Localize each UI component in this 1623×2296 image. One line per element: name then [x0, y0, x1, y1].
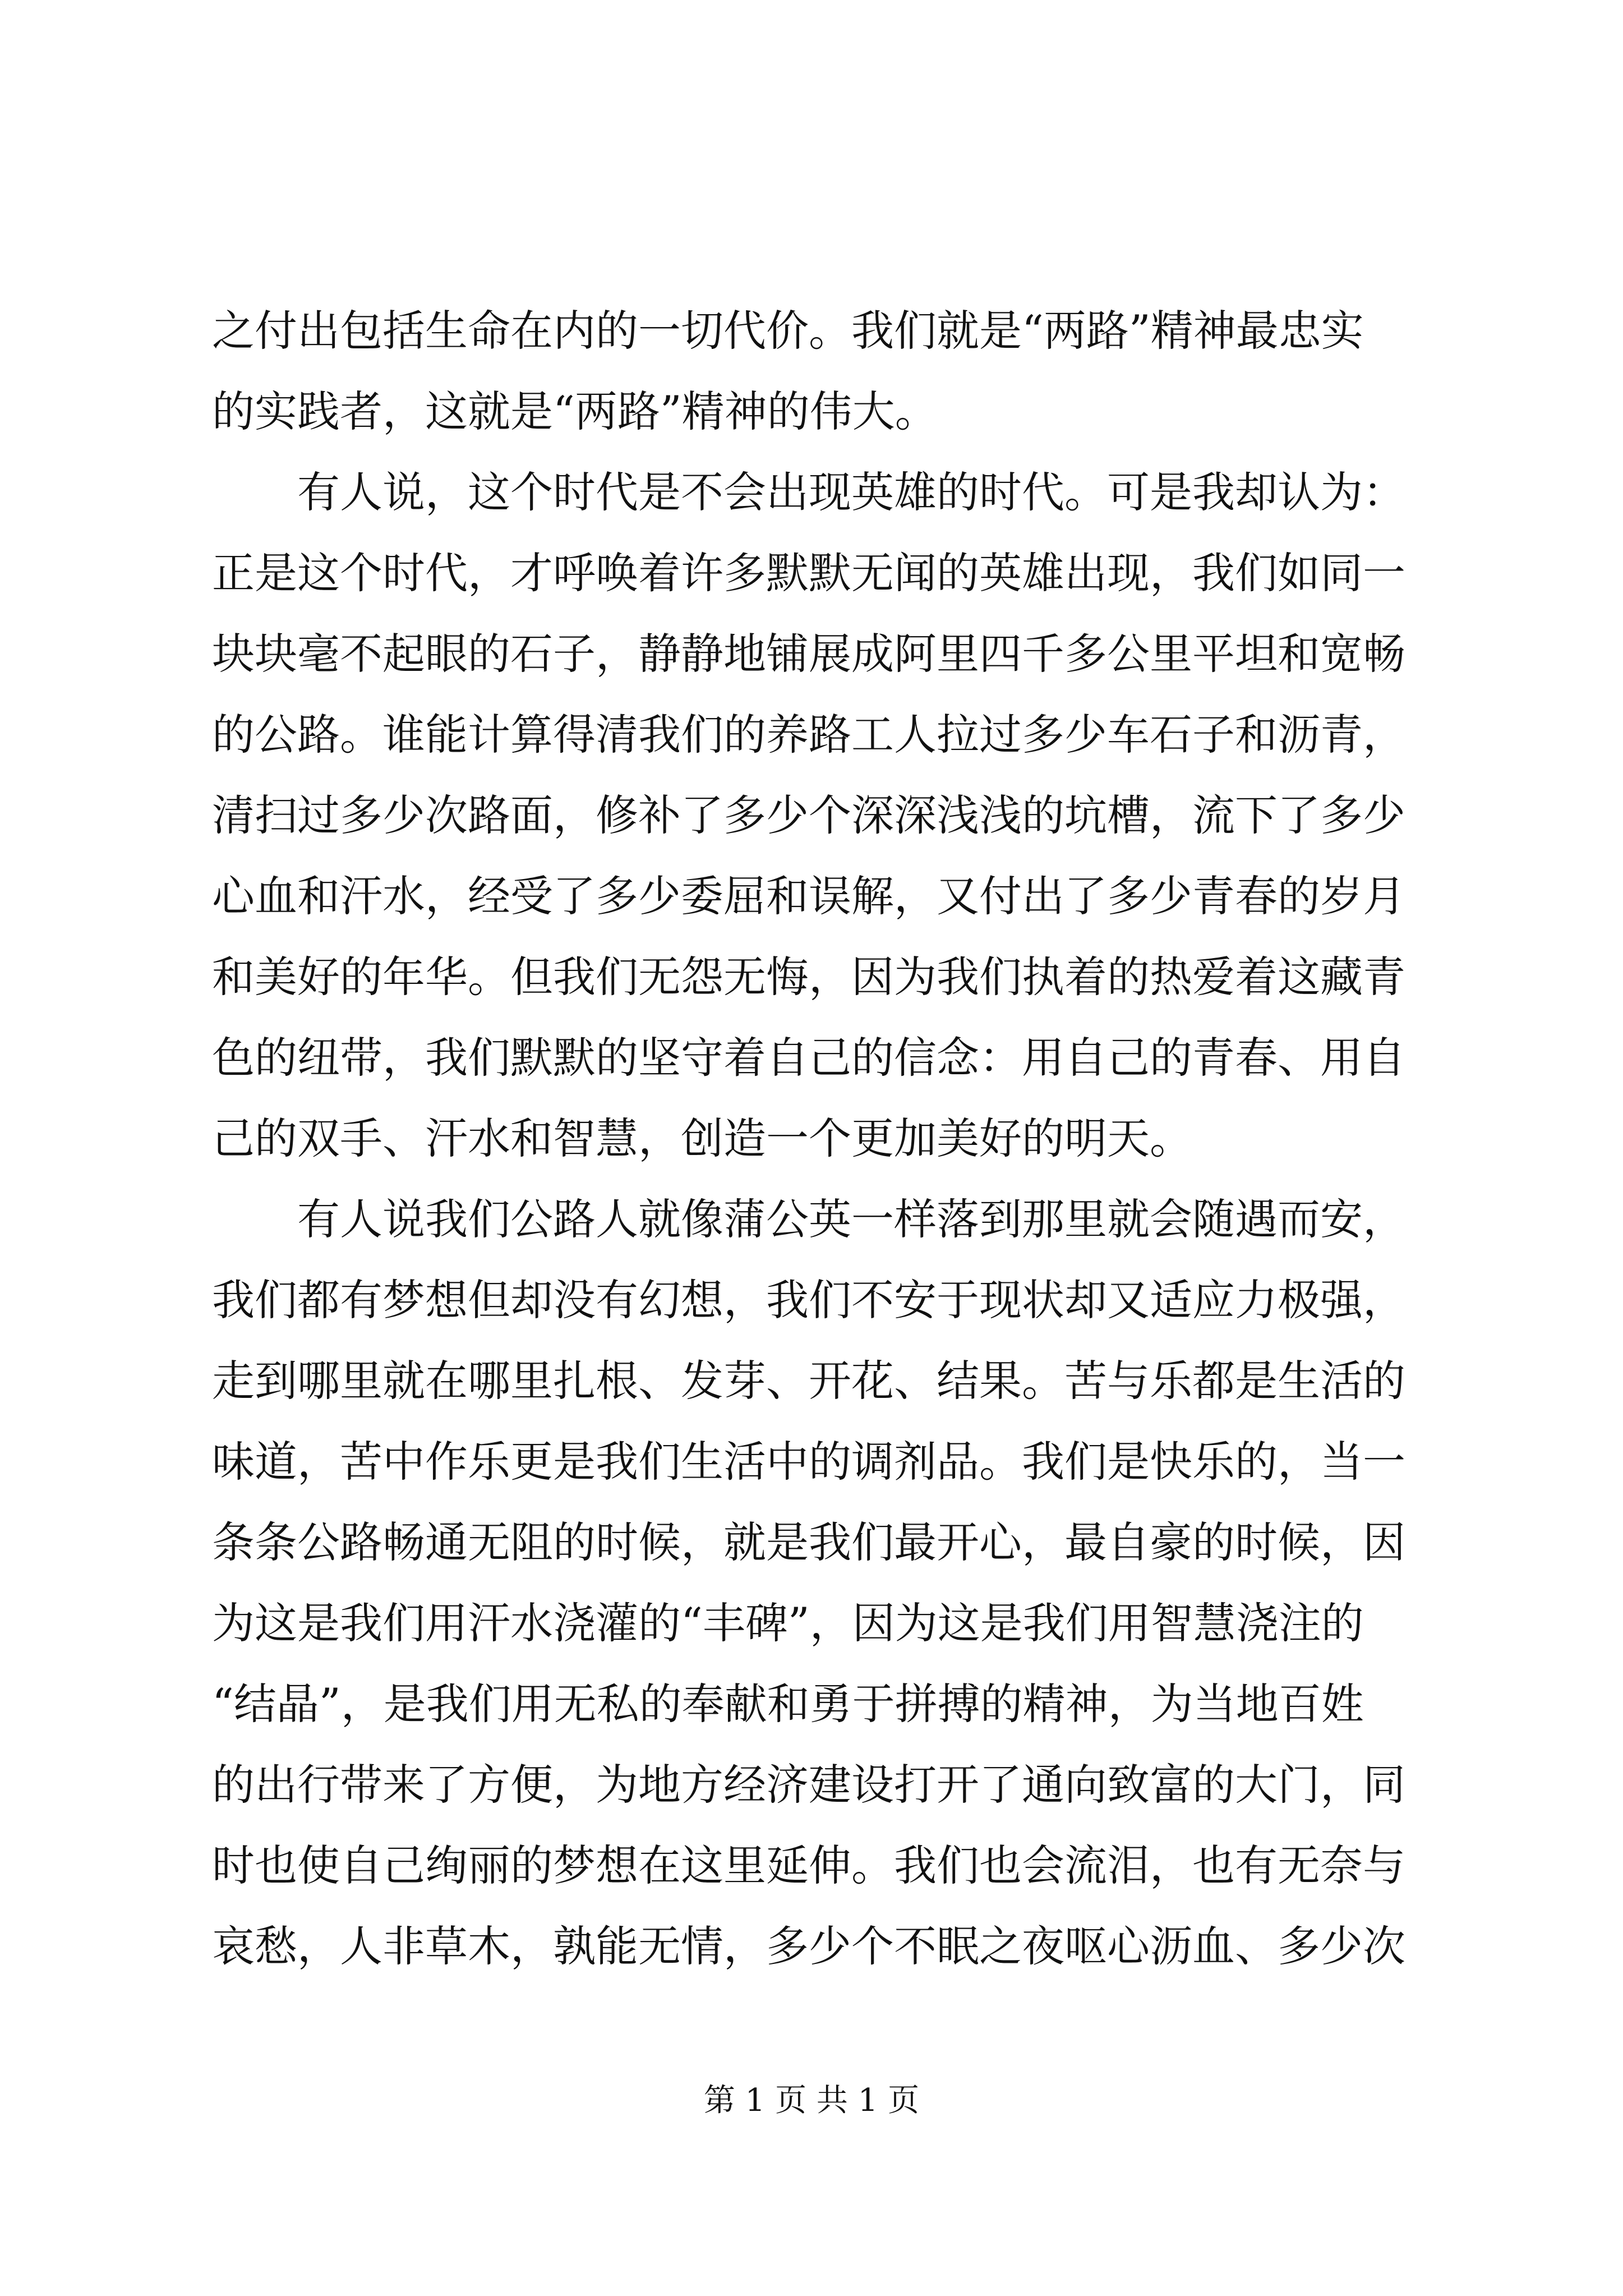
text-line: 条条公路畅通无阻的时候，就是我们最开心，最自豪的时候，因	[212, 1517, 1405, 1567]
paragraph-start-line: 有人说，这个时代是不会出现英雄的时代。可是我却认为：	[297, 467, 1405, 517]
text-line: 为这是我们用汗水浇灌的“丰碑”，因为这是我们用智慧浇注的	[212, 1598, 1364, 1648]
text-line: 己的双手、汗水和智慧，创造一个更加美好的明天。	[212, 1114, 1192, 1163]
paragraph-start-line: 有人说我们公路人就像蒲公英一样落到那里就会随遇而安，	[297, 1194, 1405, 1244]
text-line: 我们都有梦想但却没有幻想，我们不安于现状却又适应力极强，	[212, 1275, 1405, 1325]
text-line: 时也使自己绚丽的梦想在这里延伸。我们也会流泪，也有无奈与	[212, 1841, 1405, 1890]
text-line: 清扫过多少次路面，修补了多少个深深浅浅的坑槽，流下了多少	[212, 790, 1405, 840]
text-line: 色的纽带，我们默默的坚守着自己的信念：用自己的青春、用自	[212, 1033, 1405, 1083]
page-footer: 第 1 页 共 1 页	[703, 2082, 920, 2119]
text-line: 哀愁，人非草木，孰能无情，多少个不眠之夜呕心沥血、多少次	[212, 1921, 1405, 1971]
text-line: 正是这个时代，才呼唤着许多默默无闻的英雄出现，我们如同一	[212, 548, 1405, 598]
text-line: 和美好的年华。但我们无怨无悔，因为我们执着的热爱着这藏青	[212, 952, 1405, 1002]
text-line: “结晶”，是我们用无私的奉献和勇于拼搏的精神，为当地百姓	[212, 1679, 1364, 1729]
text-line: 走到哪里就在哪里扎根、发芽、开花、结果。苦与乐都是生活的	[212, 1356, 1405, 1406]
text-line: 味道，苦中作乐更是我们生活中的调剂品。我们是快乐的，当一	[212, 1437, 1405, 1487]
body-text	[212, 291, 1418, 1987]
text-line: 心血和汗水，经受了多少委屈和误解，又付出了多少青春的岁月	[212, 871, 1405, 921]
text-line: 的实践者，这就是“两路”精神的伟大。	[212, 386, 938, 436]
text-line: 的出行带来了方便，为地方经济建设打开了通向致富的大门，同	[212, 1760, 1405, 1810]
text-line: 块块毫不起眼的石子，静静地铺展成阿里四千多公里平坦和宽畅	[212, 629, 1405, 679]
text-line: 之付出包括生命在内的一切代价。我们就是“两路”精神最忠实	[212, 306, 1364, 356]
text-line: 的公路。谁能计算得清我们的养路工人拉过多少车石子和沥青，	[212, 710, 1405, 760]
